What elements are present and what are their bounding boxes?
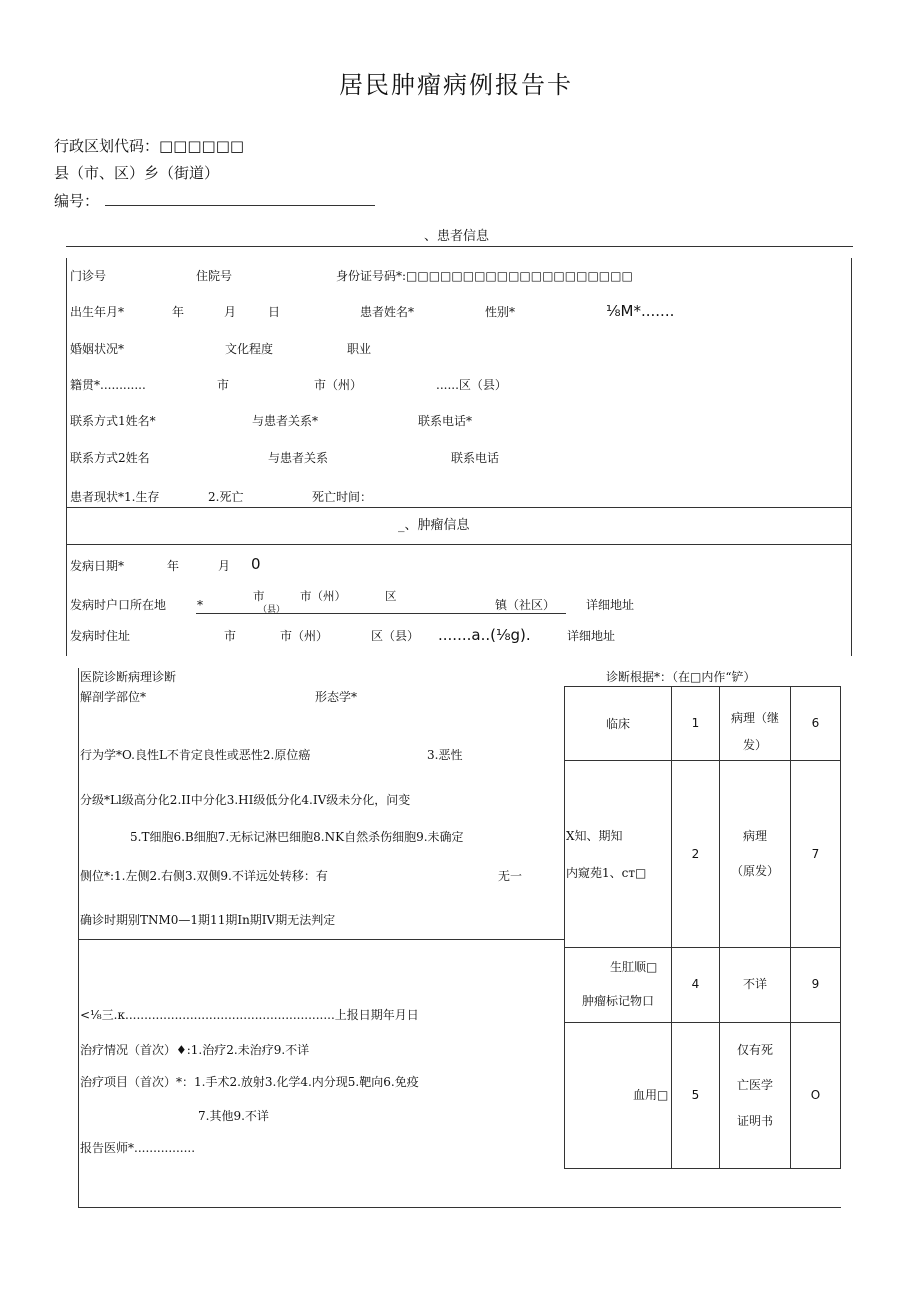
basis-pathology-secondary-label-b: 发） [742,738,767,752]
serial-underline [105,205,375,206]
basis-biochem-label: 生肛顺□ [610,960,658,974]
treatment-items-more-label: 7.其他9.不详 [198,1109,269,1123]
hukou-county-small: （县） [258,605,286,615]
treatment-items-label: 治疗项目（首次）*：1.手术2.放射3.化学4.内分现5.靶向6.免疫 [80,1075,419,1089]
hukou-required-mark: * [197,598,203,612]
native-district-label: ......区（县） [436,378,507,392]
inpatient-no-label: 住院号 [196,269,233,283]
diagnosis-box-bottom [78,1207,841,1208]
diagnosis-box-left [78,668,79,1208]
basis-pathology-secondary-code: 6 [811,716,820,730]
onset-month-label: 月 [218,559,231,573]
basis-rule-5 [564,1168,841,1169]
residence-town-label: .......a..(⅛g). [438,626,531,644]
metastasis-none-label: 无一 [498,869,523,883]
onset-year-label: 年 [167,559,180,573]
basis-clinical-label: 临床 [605,717,630,731]
basis-imaging-label-b: 内窥苑1、cт□ [566,866,647,880]
morphology-label: 形态学* [315,690,358,704]
basis-death-cert-label-c: 证明书 [736,1114,773,1128]
county-label: 县（市、区）乡（街道） [54,164,220,182]
birth-day-label: 日 [268,305,281,319]
behavior-malignant-label: 3.恶性 [427,748,463,762]
grade-label: 分级*Ll级高分化2.II中分化3.HI级低分化4.IV级未分化，问变 [80,793,411,807]
contact2-phone-label: 联系电话 [451,451,500,465]
hukou-detail-address-label: 详细地址 [586,598,635,612]
contact2-name-label: 联系方式2姓名 [70,451,150,465]
basis-pathology-primary-label-b: （原发） [730,864,779,878]
contact1-name-label: 联系方式1姓名* [70,414,156,428]
contact2-relation-label: 与患者关系 [268,451,329,465]
basis-rule-4 [564,1022,841,1023]
section-tumor-top-rule [66,507,851,508]
basis-col-1 [564,686,565,1168]
basis-rule-1 [564,686,841,687]
ethnic-label: ⅛M*....... [606,302,675,320]
id-number-field[interactable]: 身份证号码*:□□□□□□□□□□□□□□□□□□□□ [336,269,633,283]
basis-col-3 [719,686,720,1168]
stage-label: 确诊时期别TNM0—1期11期In期IV期无法判定 [80,913,336,927]
reporting-doctor-label: 报告医师*................ [80,1141,196,1155]
hukou-city-state-label: 市（州） [300,589,346,603]
section-patient-rule [66,246,853,247]
basis-clinical-code: 1 [691,716,700,730]
page-title: 居民肿瘤病例报告卡 [339,71,573,99]
basis-title: 诊断根据*：（在□内作“铲） [606,670,756,684]
basis-pathology-secondary-label-a: 病理（继 [730,711,779,725]
contact1-phone-label: 联系电话* [418,414,473,428]
native-city-state-label: 市（州） [314,378,363,392]
basis-blood-code: 5 [691,1088,700,1102]
section-tumor-title: _、肿瘤信息 [398,518,470,533]
patient-box-right [851,258,852,656]
onset-day-value: 0 [251,555,261,573]
basis-unknown-code: 9 [811,977,820,991]
basis-tumor-marker-label: 肿瘤标记物口 [582,994,655,1008]
outpatient-no-label: 门诊号 [70,269,107,283]
patient-box-left [66,258,67,656]
birth-year-label: 年 [172,305,185,319]
grade-cell-type-label: 5.T细胞6.B细胞7.无标记淋巴细胞8.NK自然杀伤细胞9.未确定 [130,830,464,844]
patient-name-label: 患者姓名* [360,305,415,319]
contact1-relation-label: 与患者关系* [252,414,319,428]
section-patient-title: 、患者信息 [424,229,490,244]
basis-rule-3 [564,947,841,948]
death-time-label: 死亡时间： [312,490,373,504]
hukou-town-label: 镇（社区） [495,598,556,612]
diagnosis-mid-rule [78,939,565,940]
patient-status-label: 患者现状*1.生存 [70,490,160,504]
section-tumor-bottom-rule [66,544,851,545]
treatment-status-label: 治疗情况（首次）♦:1.治疗2.未治疗9.不详 [80,1043,310,1057]
anatomy-site-label: 解剖学部位* [80,690,147,704]
basis-death-cert-label-b: 亡医学 [736,1078,773,1092]
native-place-label: 籍贯*............ [70,378,146,392]
basis-death-cert-label-a: 仅有死 [736,1043,773,1057]
hukou-district-label: 区 [385,589,397,603]
status-dead-label: 2.死亡 [208,490,244,504]
report-date-line: <⅛三.к.......................................................上报日期年月日 [80,1008,419,1022]
hukou-label: 发病时户口所在地 [70,598,167,612]
hukou-underline [196,613,566,614]
residence-city-label: 市 [224,629,237,643]
basis-imaging-label-a: X知、期知 [566,829,623,843]
residence-label: 发病时住址 [70,629,131,643]
behavior-label: 行为学*O.良性L不肯定良性或恶性2.原位癌 [80,748,311,762]
occupation-label: 职业 [347,342,372,356]
basis-death-cert-code: O [810,1088,821,1102]
basis-col-5 [840,686,841,1168]
sex-label: 性别* [485,305,516,319]
birth-date-label: 出生年月* [70,305,125,319]
basis-pathology-primary-code: 7 [811,847,820,861]
basis-pathology-primary-label-a: 病理 [742,829,767,843]
diagnosis-header: 医院诊断病理诊断 [80,670,177,684]
onset-date-label: 发病日期* [70,559,125,573]
serial-label: 编号： [54,192,100,210]
education-label: 文化程度 [225,342,274,356]
basis-imaging-code: 2 [691,847,700,861]
residence-city-state-label: 市（州） [280,629,329,643]
hukou-city-label: 市 [253,589,265,603]
marital-status-label: 婚姻状况* [70,342,125,356]
native-city-label: 市 [217,378,230,392]
laterality-label: 侧位*:1.左侧2.右侧3.双侧9.不详远处转移：有 [80,869,328,883]
basis-unknown-label: 不详 [742,977,767,991]
basis-blood-label: 血用□ [633,1088,669,1102]
basis-biochem-code: 4 [691,977,700,991]
basis-rule-2 [564,760,841,761]
birth-month-label: 月 [224,305,237,319]
residence-district-label: 区（县） [371,629,420,643]
residence-detail-address-label: 详细地址 [567,629,616,643]
admin-code-label: 行政区划代码：□□□□□□ [54,137,245,155]
